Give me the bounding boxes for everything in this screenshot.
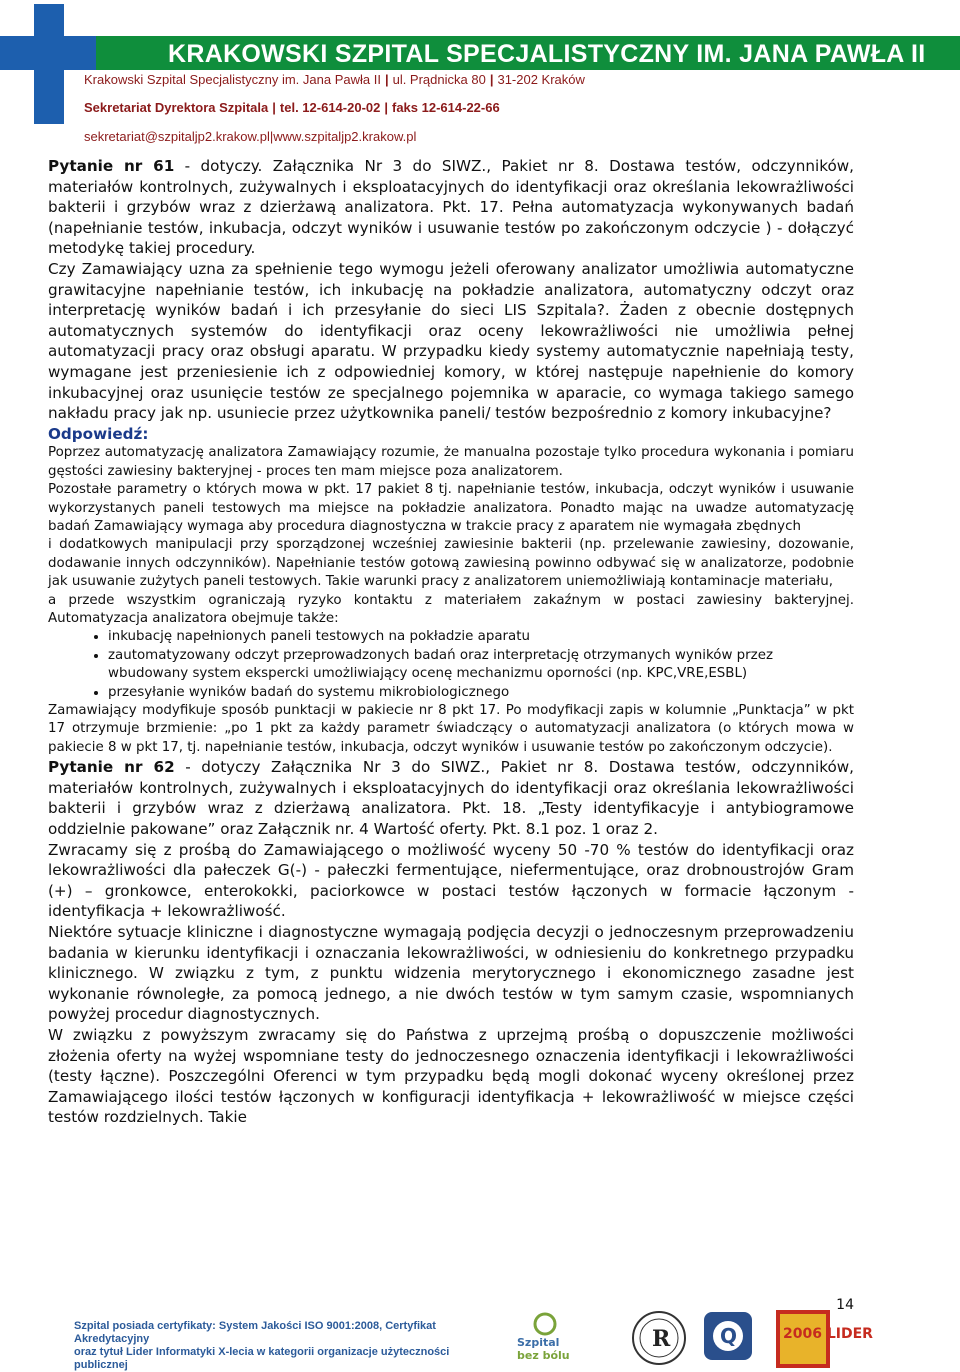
svg-text:R: R (652, 1326, 671, 1352)
question-62-intro: Pytanie nr 62 - dotyczy Załącznika Nr 3 do SIWZ., Pakiet nr 8. Dostawa testów, odczynników, materiałów kontrolnych, zużywalnych i eksploatacyjnych do identyfikacji oraz określania lekowrażliwości bakterii i grzybów wraz z dzierżawą analizatora. Pkt. 18. „Testy identyfikacyje i antybiogramowe oddzielnie pakowane” oraz Załącznik nr. 4 Wartość oferty. Pkt. 8.1 poz. 1 oraz 2. (48, 758, 855, 838)
page-number: 14 (836, 1297, 854, 1313)
answer-paragraph: a przede wszystkim ograniczają ryzyko kontaktu z materiałem zakaźnym w postaci zawiesiny bakteryjnej. Automatyzacja analizatora obejmuje także: (48, 592, 854, 626)
logo-text: Szpital (517, 1336, 560, 1349)
header-web-line: sekretariat@szpitaljp2.krakow.pl|www.szpitaljp2.krakow.pl (84, 129, 417, 144)
street: ul. Prądnicka 80 (392, 72, 486, 87)
question-61-title: Pytanie nr 61 (48, 157, 175, 175)
question-62-paragraph: Niektóre sytuacje kliniczne i diagnostyczne wymagają podjęcia decyzji o jednoczesnym przeprowadzeniu badania w kierunku identyfikacji i oznaczania lekowrażliwości, w odniesieniu do konkretnego przypadku klinicznego. W związku z tym, z punktu widzenia merytorycznego i ekonomicznego zasadne jest wykonanie równoległe, za pomocą jednego, a nie dwóch testów w tym samym czasie, wspomnianych powyżej procedur diagnostycznych. (48, 922, 854, 1024)
szpital-bez-bolu-logo (515, 1310, 575, 1362)
list-item: • zautomatyzowany odczyt przeprowadzonych badań oraz interpretację otrzymanych wyników przez wbudowany system ekspercki umożliwiający ocenę mechanizmu oporności (np. KPC,VRE,ESBL) (108, 647, 854, 684)
city: 31-202 Kraków (497, 72, 585, 87)
answer-paragraph: Pozostałe parametry o których mowa w pkt. 17 pakiet 8 tj. napełnianie testów, inkubacja, odczyt wyników i usuwanie wykorzystanych paneli testowych ma miejsce na pokładzie analizatora. Ponadto mając na uwadze automatyzację badań Zamawiający wymaga aby procedura diagnostyczna w trakcie pracy z aparatem nie wymagała zbędnych (48, 482, 854, 534)
department: Sekretariat Dyrektora Szpitala (84, 100, 269, 115)
question-62-paragraph: Zwracamy się z prośbą do Zamawiającego o możliwość wyceny 50 -70 % testów do identyfikacji oraz lekowrażliwości dla pałeczek G(-) - pałeczki fermentujące, niefermentujące, oraz drobnoustrojów Gram (+) – gronkowce, enterokokki, paciorkowce w postaci testów łączonych w formacie łączonym - identyfikacja + lekowrażliwość. (48, 840, 854, 921)
automation-list (48, 628, 854, 702)
list-item: • inkubację napełnionych paneli testowych na pokładzie aparatu (108, 628, 854, 646)
question-61-intro: Pytanie nr 61 - dotyczy. Załącznika Nr 3 do SIWZ., Pakiet nr 8. Dostawa testów, odczynników, materiałów kontrolnych, zużywalnych i eksploatacyjnych do identyfikacji oraz określania lekowrażliwości bakterii i grzybów wraz z dzierżawą analizatora. Pkt. 17. Pełna automatyzacja wykonywanych badań (napełnianie testów, inkubacja, odczyt wyników i usuwanie testów po zakończonym odczycie ) - dołączyć metodykę takiej procedury. (48, 157, 854, 258)
question-62-title: Pytanie nr 62 (48, 758, 175, 777)
svg-text:bez bólu: bez bólu (517, 1349, 570, 1362)
award-text: 2006 LIDER (783, 1326, 873, 1342)
answer-label: Odpowiedź: (48, 424, 149, 443)
fax: faks 12-614-22-66 (392, 100, 500, 115)
footer-certificates: Szpital posiada certyfikaty: System Jakości ISO 9001:2008, Certyfikat Akredytacyjny oraz tytuł Lider Informatyki X-lecia w kategorii organizacje użyteczności publicznej (74, 1320, 450, 1371)
email-link[interactable]: sekretariat@szpitaljp2.krakow.pl (84, 129, 270, 144)
svg-text:Q: Q (720, 1324, 738, 1348)
lider-award-icon (776, 1310, 873, 1368)
answer-paragraph: i dodatkowych manipulacji przy sporządzonej wcześniej zawiesinie bakterii (np. przelewanie zawiesiny, dozowanie, dodawanie innych odczynników). Napełnianie testów gotową zawiesiną powinno odbywać się w analizatorze, podobnie jak usuwanie zużytych paneli testowych. Takie warunki pracy z analizatorem uniemożliwiają kontaminacje materiału, (48, 537, 854, 590)
list-item: • przesyłanie wyników badań do systemu mikrobiologicznego (108, 684, 854, 702)
website-link[interactable]: www.szpitaljp2.krakow.pl (273, 129, 417, 144)
answer-paragraph: Zamawiający modyfikuje sposób punktacji w pakiecie nr 8 pkt 17. Po modyfikacji zapis w kolumnie „Punktacja” w pkt 17 otrzymuje brzmienie: „po 1 pkt za każdy parametr świadczący o automatyzacji analizatora (o których mowa w pakiecie 8 w pkt 17, tj. napełnianie testów, inkubacja, odczyt wyników i usuwanie testów po zakończonym odczycie). (48, 703, 854, 755)
header-address-line: Krakowski Szpital Specjalistyczny im. Jana Pawła II | ul. Prądnicka 80 | 31-202 Kraków (84, 72, 585, 87)
header-contact-line: Sekretariat Dyrektora Szpitala | tel. 12-614-20-02 | faks 12-614-22-66 (84, 100, 500, 115)
header-banner (0, 0, 960, 72)
question-61-text: Czy Zamawiający uzna za spełnienie tego wymogu jeżeli oferowany analizator umożliwia automatyczne grawitacyjne napełnianie testów, ich inkubację na pokładzie analizatora, automatyczny odczyt oraz interpretację wyników badań i ich przesyłanie do sieci LIS Szpitala?. Żaden z obecnie dostępnych automatycznych systemów do identyfikacji oraz oceny lekowrażliwości nie umożliwia pełnej automatyzacji pracy oraz obsługi aparatu. W przypadku kiedy systemy automatycznie napełniają testy, wymagane jest przeniesienie ich z odpowiedniej komory, w której następuje napełnienie do komory inkubacyjnej oraz usunięcie testów ze specjalnego pojemnika w aparacie, co wymaga takiego samego nakładu pracy jak np. usuniecie przez użytkownika paneli/ testów bezpośrednio z komory inkubacyjne? (48, 259, 854, 423)
hospital-full-name: Krakowski Szpital Specjalistyczny im. Jana Pawła II (84, 72, 381, 87)
cross-logo-horizontal (0, 36, 96, 70)
quality-q-icon (702, 1310, 754, 1362)
document-body (48, 156, 854, 1128)
certificate-seal-icon (628, 1310, 690, 1366)
question-62-paragraph: W związku z powyższym zwracamy się do Państwa z uprzejmą prośbą o dopuszczenie możliwości złożenia oferty na wyżej wspomniane testy do jednoczesnego oznaczenia identyfikacji i lekowrażliwości (testy łączne). Poszczególni Oferenci w tym przypadku będą mogli dokonać wyceny określonej przez Zamawiającego ilości testów łączonych w konfiguracji identyfikacja + lekowrażliwość w miejsce części testów rozdzielnych. Takie (48, 1025, 854, 1127)
answer-paragraph: Poprzez automatyzację analizatora Zamawiający rozumie, że manualna pozostaje tylko procedura wykonania i pomiaru gęstości zawiesiny bakteryjnej - proces ten mam miejsce poza analizatorem. (48, 445, 854, 479)
phone: tel. 12-614-20-02 (279, 100, 381, 115)
hospital-name: KRAKOWSKI SZPITAL SPECJALISTYCZNY IM. JANA PAWŁA II (168, 40, 926, 68)
